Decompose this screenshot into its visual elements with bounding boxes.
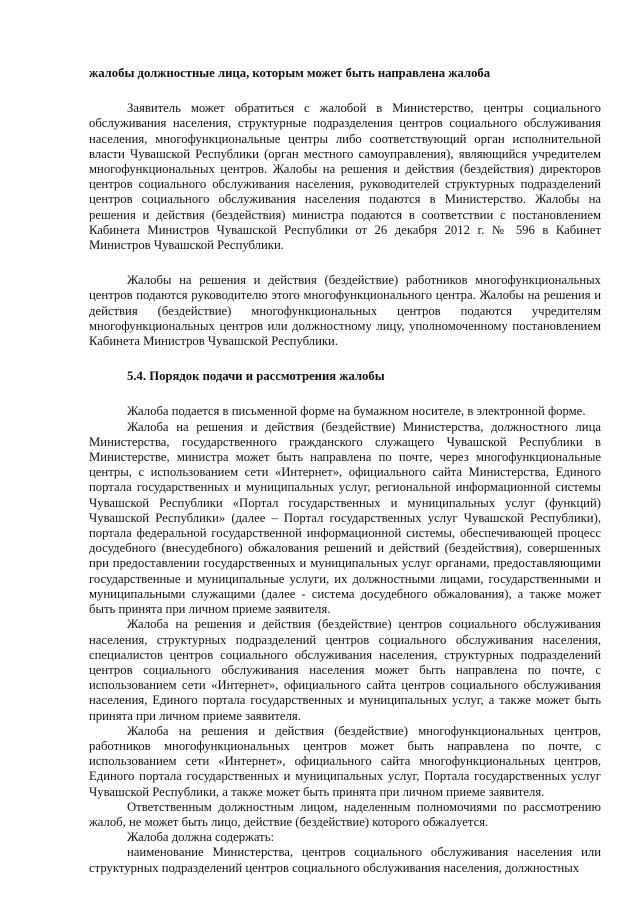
paragraph-mfc-complaint: Жалоба на решения и действия (бездействие) многофункциональных центров, работников многофункциональных центров может быть направлена по почте, с использованием сети «Интернет», официального сайта многофункциональных центров, Единого портала государственных и муниципальных услуг, Портала государственных услуг Чувашской Республики, а также может быть принята при личном приеме заявителя. xyxy=(89,723,601,799)
paragraph-submission-form: Жалоба подается в письменной форме на бумажном носителе, в электронной форме. xyxy=(127,404,586,419)
section-heading: 5.4. Порядок подачи и рассмотрения жалобы xyxy=(127,369,385,384)
paragraph-ministry-complaint: Жалоба на решения и действия (бездействие) Министерства, должностного лица Министерства, государственного гражданского служащего Чувашской Республики в Министерстве, министра может быть направлена по почте, через многофункциональные центры, с использованием сети «Интернет», официального сайта Министерства, Единого портала государственных и муниципальных услуг, региональной информационной системы Чувашской Республики «Портал государственных и муниципальных услуг (функций) Чувашской Республики» (далее – Портал государственных услуг Чувашской Республики), портала федеральной государственной информационной системы, обеспечивающей процесс досудебного (внесудебного) обжалования решений и действий (бездействия), совершенных при предоставлении государственных и муниципальных услуг органами, предоставляющими государственные и муниципальные услуги, их должностными лицами, государственными и муниципальными служащими (далее - система досудебного обжалования), а также может быть принята при личном приеме заявителя. xyxy=(89,419,601,617)
paragraph-ministry-name: наименование Министерства, центров социального обслуживания населения или структурных подразделений центров социального обслуживания населения, должностных xyxy=(89,845,601,875)
spacer xyxy=(89,81,601,101)
spacer xyxy=(89,253,601,273)
document-page xyxy=(89,66,601,876)
spacer xyxy=(89,384,601,404)
paragraph-mfc-complaints: Жалобы на решения и действия (бездействие) работников многофункциональных центров подаются руководителю этого многофункционального центра. Жалобы на решения и действия (бездействие) многофункциональных центров подаются учредителям многофункциональных центров или должностному лицу, уполномоченному постановлением Кабинета Министров Чувашской Республики. xyxy=(89,273,601,349)
heading-top: жалобы должностные лица, которым может быть направлена жалоба xyxy=(89,66,491,80)
paragraph-complaint-recipients: Заявитель может обратиться с жалобой в Министерство, центры социального обслуживания населения, структурные подразделения центров социального обслуживания населения, многофункциональные центры либо соответствующий орган исполнительной власти Чувашской Республики (орган местного самоуправления), являющийся учредителем многофункциональных центров. Жалобы на решения и действия (бездействия) директоров центров социального обслуживания населения, руководителей структурных подразделений центров социального обслуживания населения подаются в Министерство. Жалобы на решения и действия (бездействия) министра подаются в соответствии с постановлением Кабинета Министров Чувашской Республики от 26 декабря 2012 г. № 596 в Кабинет Министров Чувашской Республики. xyxy=(89,101,601,253)
spacer xyxy=(89,349,601,369)
paragraph-complaint-contents: Жалоба должна содержать: xyxy=(127,830,275,845)
paragraph-social-centers-complaint: Жалоба на решения и действия (бездействие) центров социального обслуживания населения, структурных подразделений центров социального обслуживания населения, специалистов центров социального обслуживания населения, структурных подразделений центров социального обслуживания населения может быть направлена по почте, с использованием сети «Интернет», официального сайта центров социального обслуживания населения, Единого портала государственных и муниципальных услуг, а также может быть принята при личном приеме заявителя. xyxy=(89,617,601,723)
paragraph-responsible-official: Ответственным должностным лицом, наделенным полномочиями по рассмотрению жалоб, не может быть лицо, действие (бездействие) которого обжалуется. xyxy=(89,799,601,829)
